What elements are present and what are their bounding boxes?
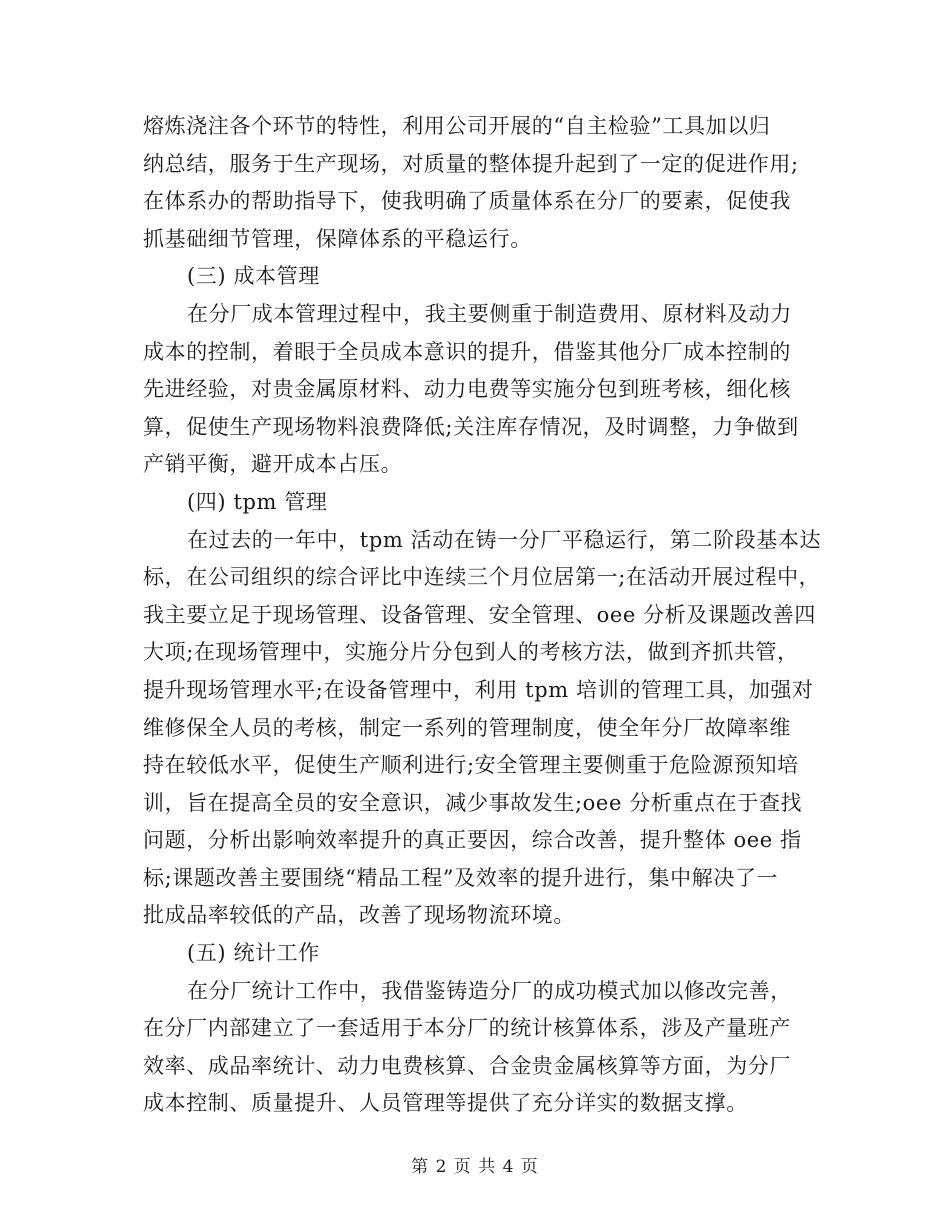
text-line: 标;课题改善主要围绕“精品工程”及效率的提升进行，集中解决了一 bbox=[143, 865, 779, 890]
text-line: 问题，分析出影响效率提升的真正要因，综合改善，提升整体 oee 指 bbox=[143, 828, 802, 853]
text-line: 在分厂统计工作中，我借鉴铸造分厂的成功模式加以修改完善， bbox=[187, 978, 792, 1003]
section-heading-statistics: (五) 统计工作 bbox=[187, 941, 320, 966]
text-line: 在分厂内部建立了一套适用于本分厂的统计核算体系，涉及产量班产 bbox=[143, 1016, 791, 1041]
text-line: 在体系办的帮助指导下，使我明确了质量体系在分厂的要素，促使我 bbox=[143, 189, 791, 214]
text-line: 先进经验，对贵金属原材料、动力电费等实施分包到班考核，细化核 bbox=[143, 377, 791, 402]
text-line: 成本控制、质量提升、人员管理等提供了充分详实的数据支撑。 bbox=[143, 1091, 748, 1116]
text-line: 我主要立足于现场管理、设备管理、安全管理、oee 分析及课题改善四 bbox=[143, 602, 816, 627]
text-line: 纳总结，服务于生产现场，对质量的整体提升起到了一定的促进作用; bbox=[143, 151, 799, 176]
text-line: 在分厂成本管理过程中，我主要侧重于制造费用、原材料及动力 bbox=[187, 301, 792, 326]
section-heading-cost: (三) 成本管理 bbox=[187, 264, 320, 289]
text-line: 算，促使生产现场物料浪费降低;关注库存情况，及时调整，力争做到 bbox=[143, 414, 799, 439]
page-number-footer: 第 2 页 共 4 页 bbox=[411, 1157, 539, 1177]
text-line: 熔炼浇注各个环节的特性，利用公司开展的“自主检验”工具加以归 bbox=[143, 114, 771, 138]
text-line: 批成品率较低的产品，改善了现场物流环境。 bbox=[143, 903, 575, 928]
text-line: 维修保全人员的考核，制定一系列的管理制度，使全年分厂故障率维 bbox=[143, 715, 791, 740]
text-line: 产销平衡，避开成本占压。 bbox=[143, 452, 403, 477]
text-line: 标，在公司组织的综合评比中连续三个月位居第一;在活动开展过程中， bbox=[143, 565, 821, 590]
text-line: 训，旨在提高全员的安全意识，减少事故发生;oee 分析重点在于查找 bbox=[143, 790, 803, 815]
section-heading-tpm: (四) tpm 管理 bbox=[187, 489, 328, 514]
text-line: 提升现场管理水平;在设备管理中，利用 tpm 培训的管理工具，加强对 bbox=[143, 677, 814, 702]
text-line: 抓基础细节管理，保障体系的平稳运行。 bbox=[143, 226, 532, 251]
body-text bbox=[143, 108, 822, 1123]
text-line: 在过去的一年中，tpm 活动在铸一分厂平稳运行，第二阶段基本达 bbox=[187, 527, 822, 552]
text-line: 持在较低水平，促使生产顺利进行;安全管理主要侧重于危险源预知培 bbox=[143, 753, 799, 778]
text-line: 成本的控制，着眼于全员成本意识的提升，借鉴其他分厂成本控制的 bbox=[143, 339, 791, 364]
text-line: 大项;在现场管理中，实施分片分包到人的考核方法，做到齐抓共管， bbox=[143, 640, 799, 665]
text-line: 效率、成品率统计、动力电费核算、合金贵金属核算等方面，为分厂 bbox=[143, 1053, 791, 1078]
